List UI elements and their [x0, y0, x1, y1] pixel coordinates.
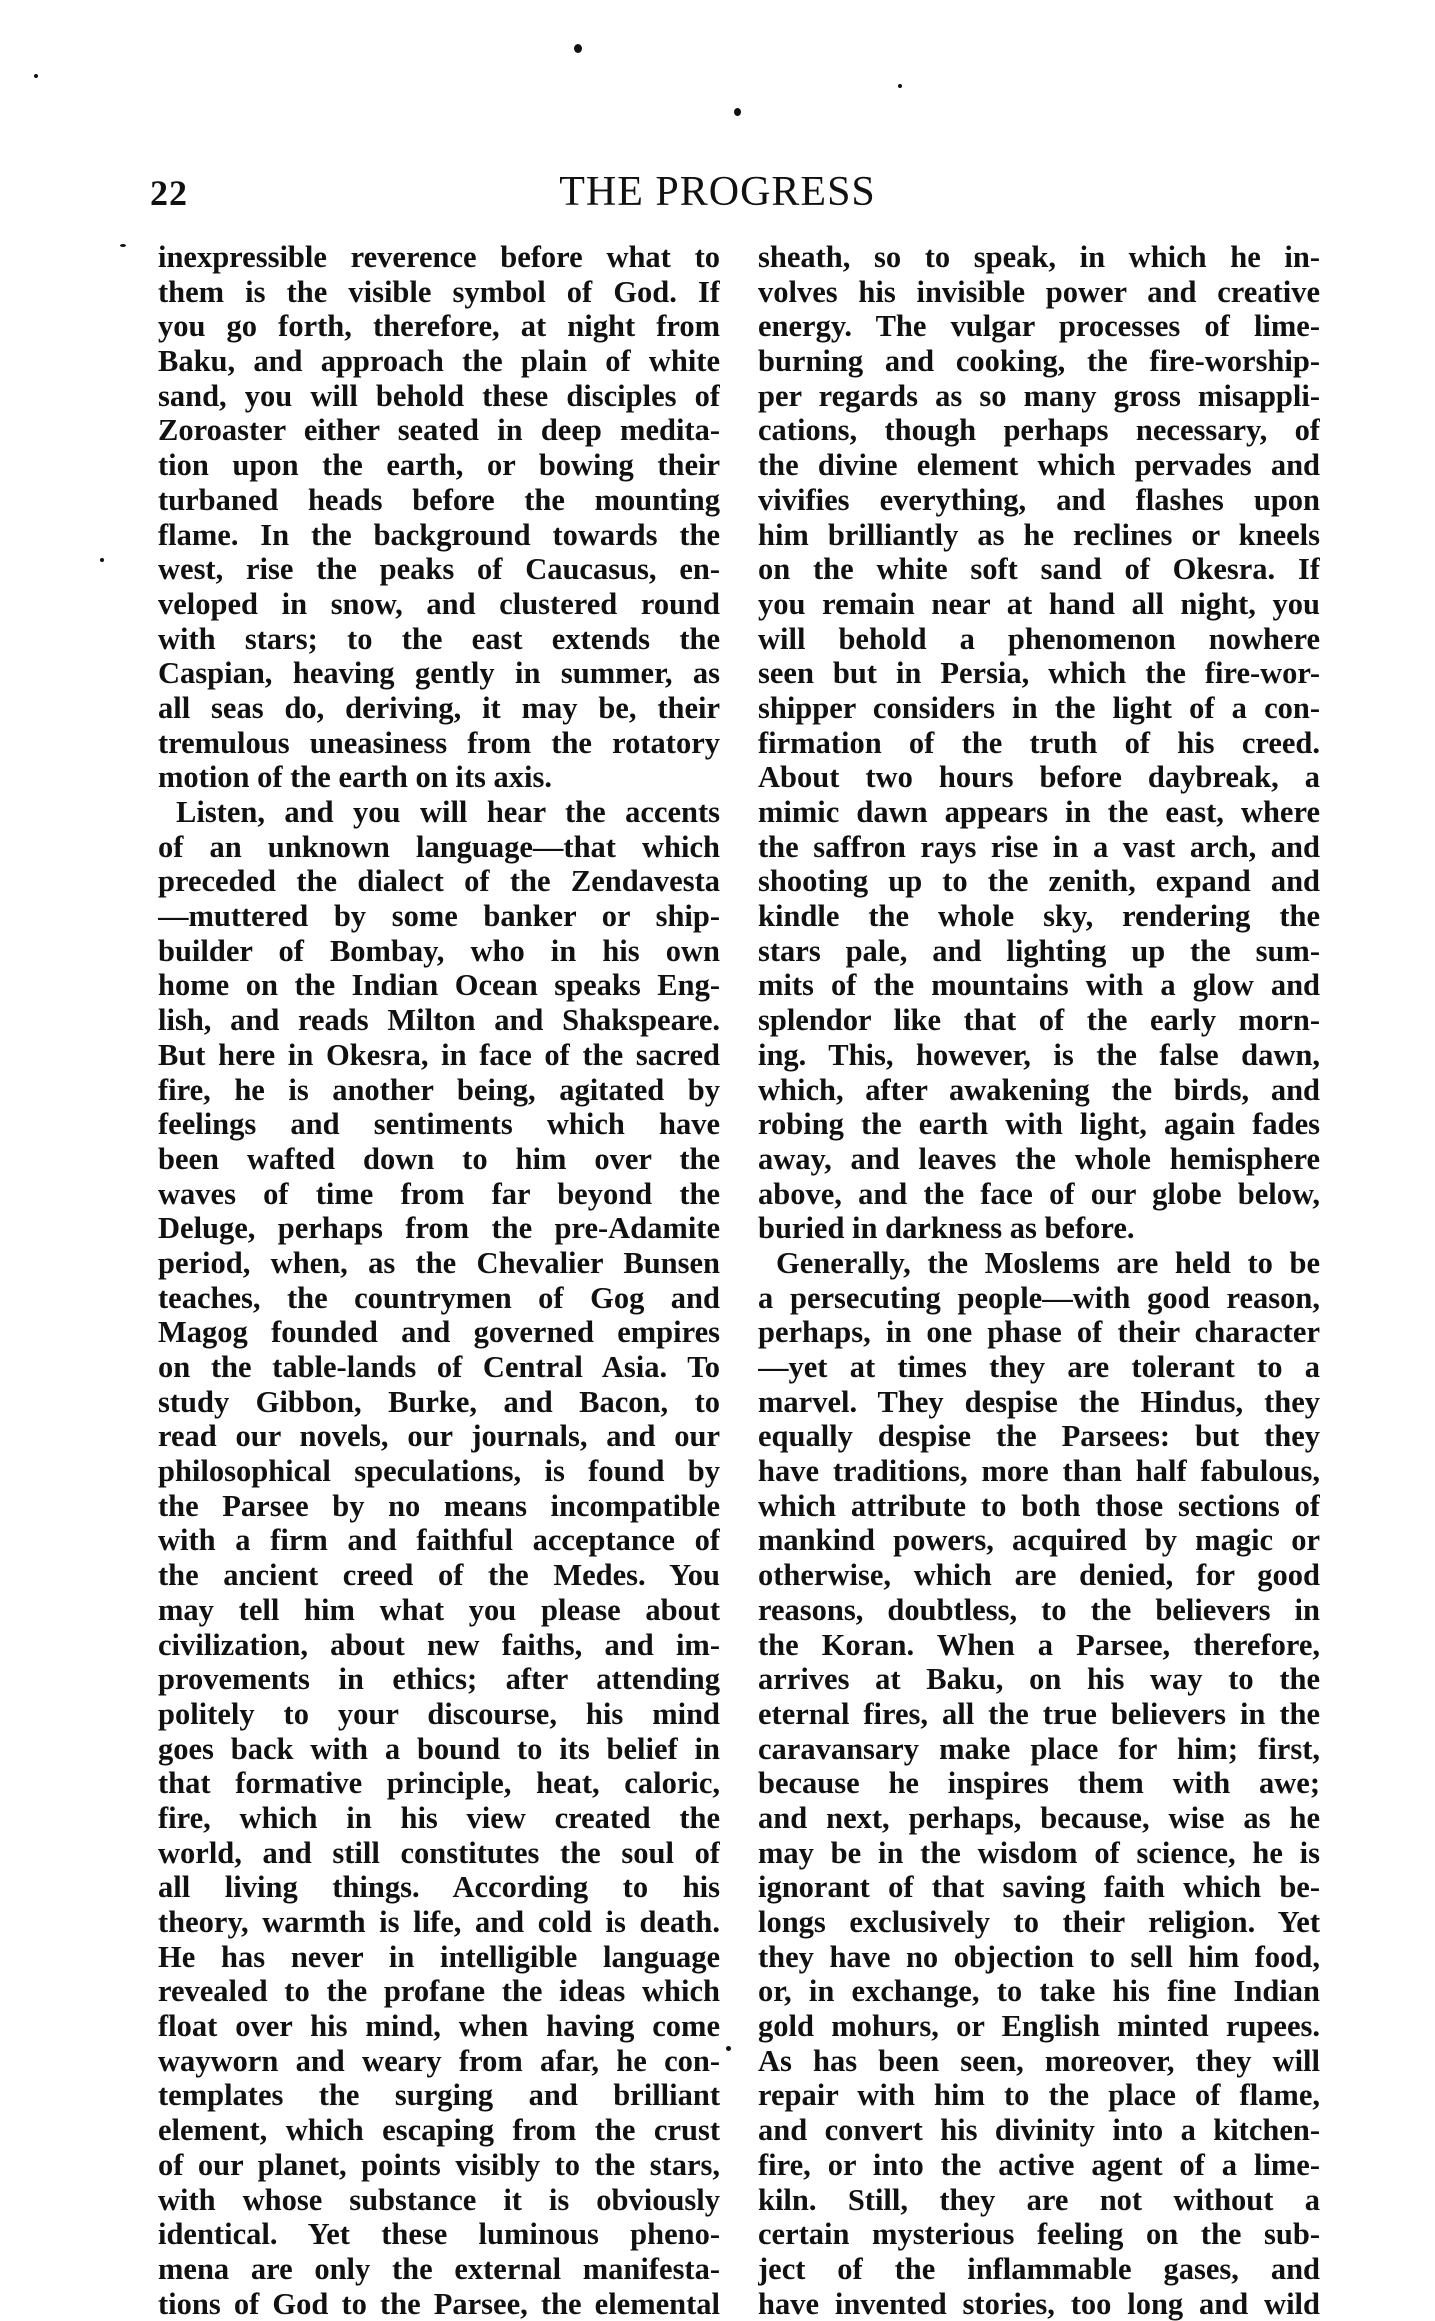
text-line: shooting up to the zenith, expand and — [758, 864, 1320, 899]
scan-speck — [100, 558, 104, 562]
text-line: you remain near at hand all night, you — [758, 586, 1320, 621]
text-line: gold mohurs, or English minted rupees. — [758, 2009, 1320, 2044]
text-line: certain mysterious feeling on the sub- — [758, 2217, 1320, 2252]
text-line: provements in ethics; after attending — [158, 1662, 720, 1697]
text-line: tion upon the earth, or bowing their — [158, 448, 720, 483]
text-line: home on the Indian Ocean speaks Eng- — [158, 968, 720, 1003]
text-line: But here in Okesra, in face of the sacred — [158, 1037, 720, 1072]
text-line: politely to your discourse, his mind — [158, 1696, 720, 1731]
text-line: civilization, about new faiths, and im- — [158, 1627, 720, 1662]
text-line: all living things. According to his — [158, 1870, 720, 1905]
text-line: ing. This, however, is the false dawn, — [758, 1037, 1320, 1072]
text-line: seen but in Persia, which the fire-wor- — [758, 656, 1320, 691]
text-line: wayworn and weary from afar, he con- — [158, 2043, 720, 2078]
text-line: will behold a phenomenon nowhere — [758, 621, 1320, 656]
text-line: tremulous uneasiness from the rotatory — [158, 725, 720, 760]
text-line: builder of Bombay, who in his own — [158, 933, 720, 968]
text-line: equally despise the Parsees: but they — [758, 1419, 1320, 1454]
text-line: marvel. They despise the Hindus, they — [758, 1384, 1320, 1419]
text-line: the Koran. When a Parsee, therefore, — [758, 1627, 1320, 1662]
text-line: identical. Yet these luminous pheno- — [158, 2217, 720, 2252]
text-line: the ancient creed of the Medes. You — [158, 1558, 720, 1593]
text-line: Magog founded and governed empires — [158, 1315, 720, 1350]
text-line: veloped in snow, and clustered round — [158, 586, 720, 621]
right-column — [758, 240, 1320, 2321]
text-line: with a firm and faithful acceptance of — [158, 1523, 720, 1558]
text-line: fire, or into the active agent of a lime- — [758, 2147, 1320, 2182]
text-line: away, and leaves the whole hemisphere — [758, 1141, 1320, 1176]
text-line: and next, perhaps, because, wise as he — [758, 1800, 1320, 1835]
text-line: study Gibbon, Burke, and Bacon, to — [158, 1384, 720, 1419]
text-line: read our novels, our journals, and our — [158, 1419, 720, 1454]
text-line: with whose substance it is obviously — [158, 2182, 720, 2217]
text-line: sheath, so to speak, in which he in- — [758, 240, 1320, 274]
text-line: on the table-lands of Central Asia. To — [158, 1350, 720, 1384]
text-line: mankind powers, acquired by magic or — [758, 1523, 1320, 1558]
text-line: him brilliantly as he reclines or kneels — [758, 517, 1320, 552]
text-line: energy. The vulgar processes of lime- — [758, 309, 1320, 344]
text-line: lish, and reads Milton and Shakspeare. — [158, 1003, 720, 1038]
text-line: cations, though perhaps necessary, of — [758, 413, 1320, 448]
text-line: may tell him what you please about — [158, 1592, 720, 1627]
text-line: Zoroaster either seated in deep medita- — [158, 413, 720, 448]
text-line: inexpressible reverence before what to — [158, 240, 720, 274]
scan-speck — [34, 74, 38, 78]
text-line: volves his invisible power and creative — [758, 274, 1320, 309]
text-line: per regards as so many gross misappli- — [758, 378, 1320, 413]
text-line: robing the earth with light, again fades — [758, 1107, 1320, 1142]
text-line: repair with him to the place of flame, — [758, 2078, 1320, 2113]
text-line: tions of God to the Parsee, the elemental — [158, 2286, 720, 2321]
text-line: motion of the earth on its axis. — [158, 760, 552, 795]
text-line: on the white soft sand of Okesra. If — [758, 552, 1320, 587]
text-line: Generally, the Moslems are held to be — [776, 1245, 1320, 1280]
text-line: with stars; to the east extends the — [158, 621, 720, 656]
text-line: caravansary make place for him; first, — [758, 1731, 1320, 1766]
text-line: the divine element which pervades and — [758, 448, 1320, 483]
text-line: —yet at times they are tolerant to a — [758, 1350, 1320, 1384]
text-line: and convert his divinity into a kitchen- — [758, 2113, 1320, 2148]
text-line: they have no objection to sell him food, — [758, 1939, 1320, 1974]
text-line: kindle the whole sky, rendering the — [758, 899, 1320, 934]
text-line: mena are only the external manifesta- — [158, 2251, 720, 2286]
text-line: have traditions, more than half fabulous, — [758, 1454, 1320, 1489]
page-number: 22 — [150, 173, 188, 213]
text-line: feelings and sentiments which have — [158, 1107, 720, 1142]
text-line: all seas do, deriving, it may be, their — [158, 690, 720, 725]
text-line: float over his mind, when having come — [158, 2009, 720, 2044]
text-line: may be in the wisdom of science, he is — [758, 1835, 1320, 1870]
text-line: world, and still constitutes the soul of — [158, 1835, 720, 1870]
text-line: which attribute to both those sections of — [758, 1488, 1320, 1523]
text-line: ject of the inflammable gases, and — [758, 2251, 1320, 2286]
text-line: a persecuting people—with good reason, — [758, 1280, 1320, 1315]
text-line: period, when, as the Chevalier Bunsen — [158, 1245, 720, 1280]
text-line: burning and cooking, the fire-worship- — [758, 344, 1320, 379]
text-line: About two hours before daybreak, a — [758, 760, 1320, 795]
text-line: above, and the face of our globe below, — [758, 1176, 1320, 1211]
text-line: flame. In the background towards the — [158, 517, 720, 552]
text-line: Baku, and approach the plain of white — [158, 344, 720, 379]
text-line: teaches, the countrymen of Gog and — [158, 1280, 720, 1315]
text-line: arrives at Baku, on his way to the — [758, 1662, 1320, 1697]
text-line: buried in darkness as before. — [758, 1211, 1135, 1246]
text-line: the saffron rays rise in a vast arch, and — [758, 829, 1320, 864]
text-line: element, which escaping from the crust — [158, 2113, 720, 2148]
text-line: or, in exchange, to take his fine Indian — [758, 1974, 1320, 2009]
text-line: fire, he is another being, agitated by — [158, 1072, 720, 1107]
scan-speck — [726, 2046, 731, 2051]
text-line: —muttered by some banker or ship- — [158, 899, 720, 934]
text-line: templates the surging and brilliant — [158, 2078, 720, 2113]
text-line: shipper considers in the light of a con- — [758, 690, 1320, 725]
text-line: because he inspires them with awe; — [758, 1766, 1320, 1801]
text-line: been wafted down to him over the — [158, 1141, 720, 1176]
text-line: longs exclusively to their religion. Yet — [758, 1905, 1320, 1939]
text-line: preceded the dialect of the Zendavesta — [158, 864, 720, 899]
text-line: As has been seen, moreover, they will — [758, 2043, 1320, 2078]
text-line: He has never in intelligible language — [158, 1939, 720, 1974]
text-line: that formative principle, heat, caloric, — [158, 1766, 720, 1801]
text-line: stars pale, and lighting up the sum- — [758, 933, 1320, 968]
text-line: waves of time from far beyond the — [158, 1176, 720, 1211]
scan-speck — [574, 44, 582, 53]
text-columns — [158, 240, 1326, 2321]
text-line: vivifies everything, and flashes upon — [758, 482, 1320, 517]
text-line: west, rise the peaks of Caucasus, en- — [158, 552, 720, 587]
text-line: mits of the mountains with a glow and — [758, 968, 1320, 1003]
text-line: eternal fires, all the true believers in the — [758, 1696, 1320, 1731]
text-line: goes back with a bound to its belief in — [158, 1731, 720, 1766]
left-column — [158, 240, 720, 2321]
text-line: the Parsee by no means incompatible — [158, 1488, 720, 1523]
text-line: fire, which in his view created the — [158, 1800, 720, 1835]
text-line: of an unknown language—that which — [158, 829, 720, 864]
text-line: them is the visible symbol of God. If — [158, 274, 720, 309]
text-line: otherwise, which are denied, for good — [758, 1558, 1320, 1593]
running-title: THE PROGRESS — [559, 169, 876, 215]
text-line: which, after awakening the birds, and — [758, 1072, 1320, 1107]
text-line: perhaps, in one phase of their character — [758, 1315, 1320, 1350]
text-line: you go forth, therefore, at night from — [158, 309, 720, 344]
text-line: kiln. Still, they are not without a — [758, 2182, 1320, 2217]
scan-speck — [898, 84, 902, 88]
scan-speck — [120, 244, 126, 247]
text-line: Caspian, heaving gently in summer, as — [158, 656, 720, 691]
text-line: mimic dawn appears in the east, where — [758, 795, 1320, 829]
text-line: turbaned heads before the mounting — [158, 482, 720, 517]
text-line: splendor like that of the early morn- — [758, 1003, 1320, 1038]
text-line: firmation of the truth of his creed. — [758, 725, 1320, 760]
text-line: theory, warmth is life, and cold is death. — [158, 1905, 720, 1939]
text-line: revealed to the profane the ideas which — [158, 1974, 720, 2009]
text-line: Deluge, perhaps from the pre-Adamite — [158, 1211, 720, 1246]
scan-speck — [734, 108, 741, 116]
text-line: philosophical speculations, is found by — [158, 1454, 720, 1489]
text-line: sand, you will behold these disciples of — [158, 378, 720, 413]
text-line: reasons, doubtless, to the believers in — [758, 1592, 1320, 1627]
text-line: have invented stories, too long and wild — [758, 2286, 1320, 2321]
text-line: of our planet, points visibly to the stars, — [158, 2147, 720, 2182]
text-line: Listen, and you will hear the accents — [176, 795, 720, 829]
text-line: ignorant of that saving faith which be- — [758, 1870, 1320, 1905]
